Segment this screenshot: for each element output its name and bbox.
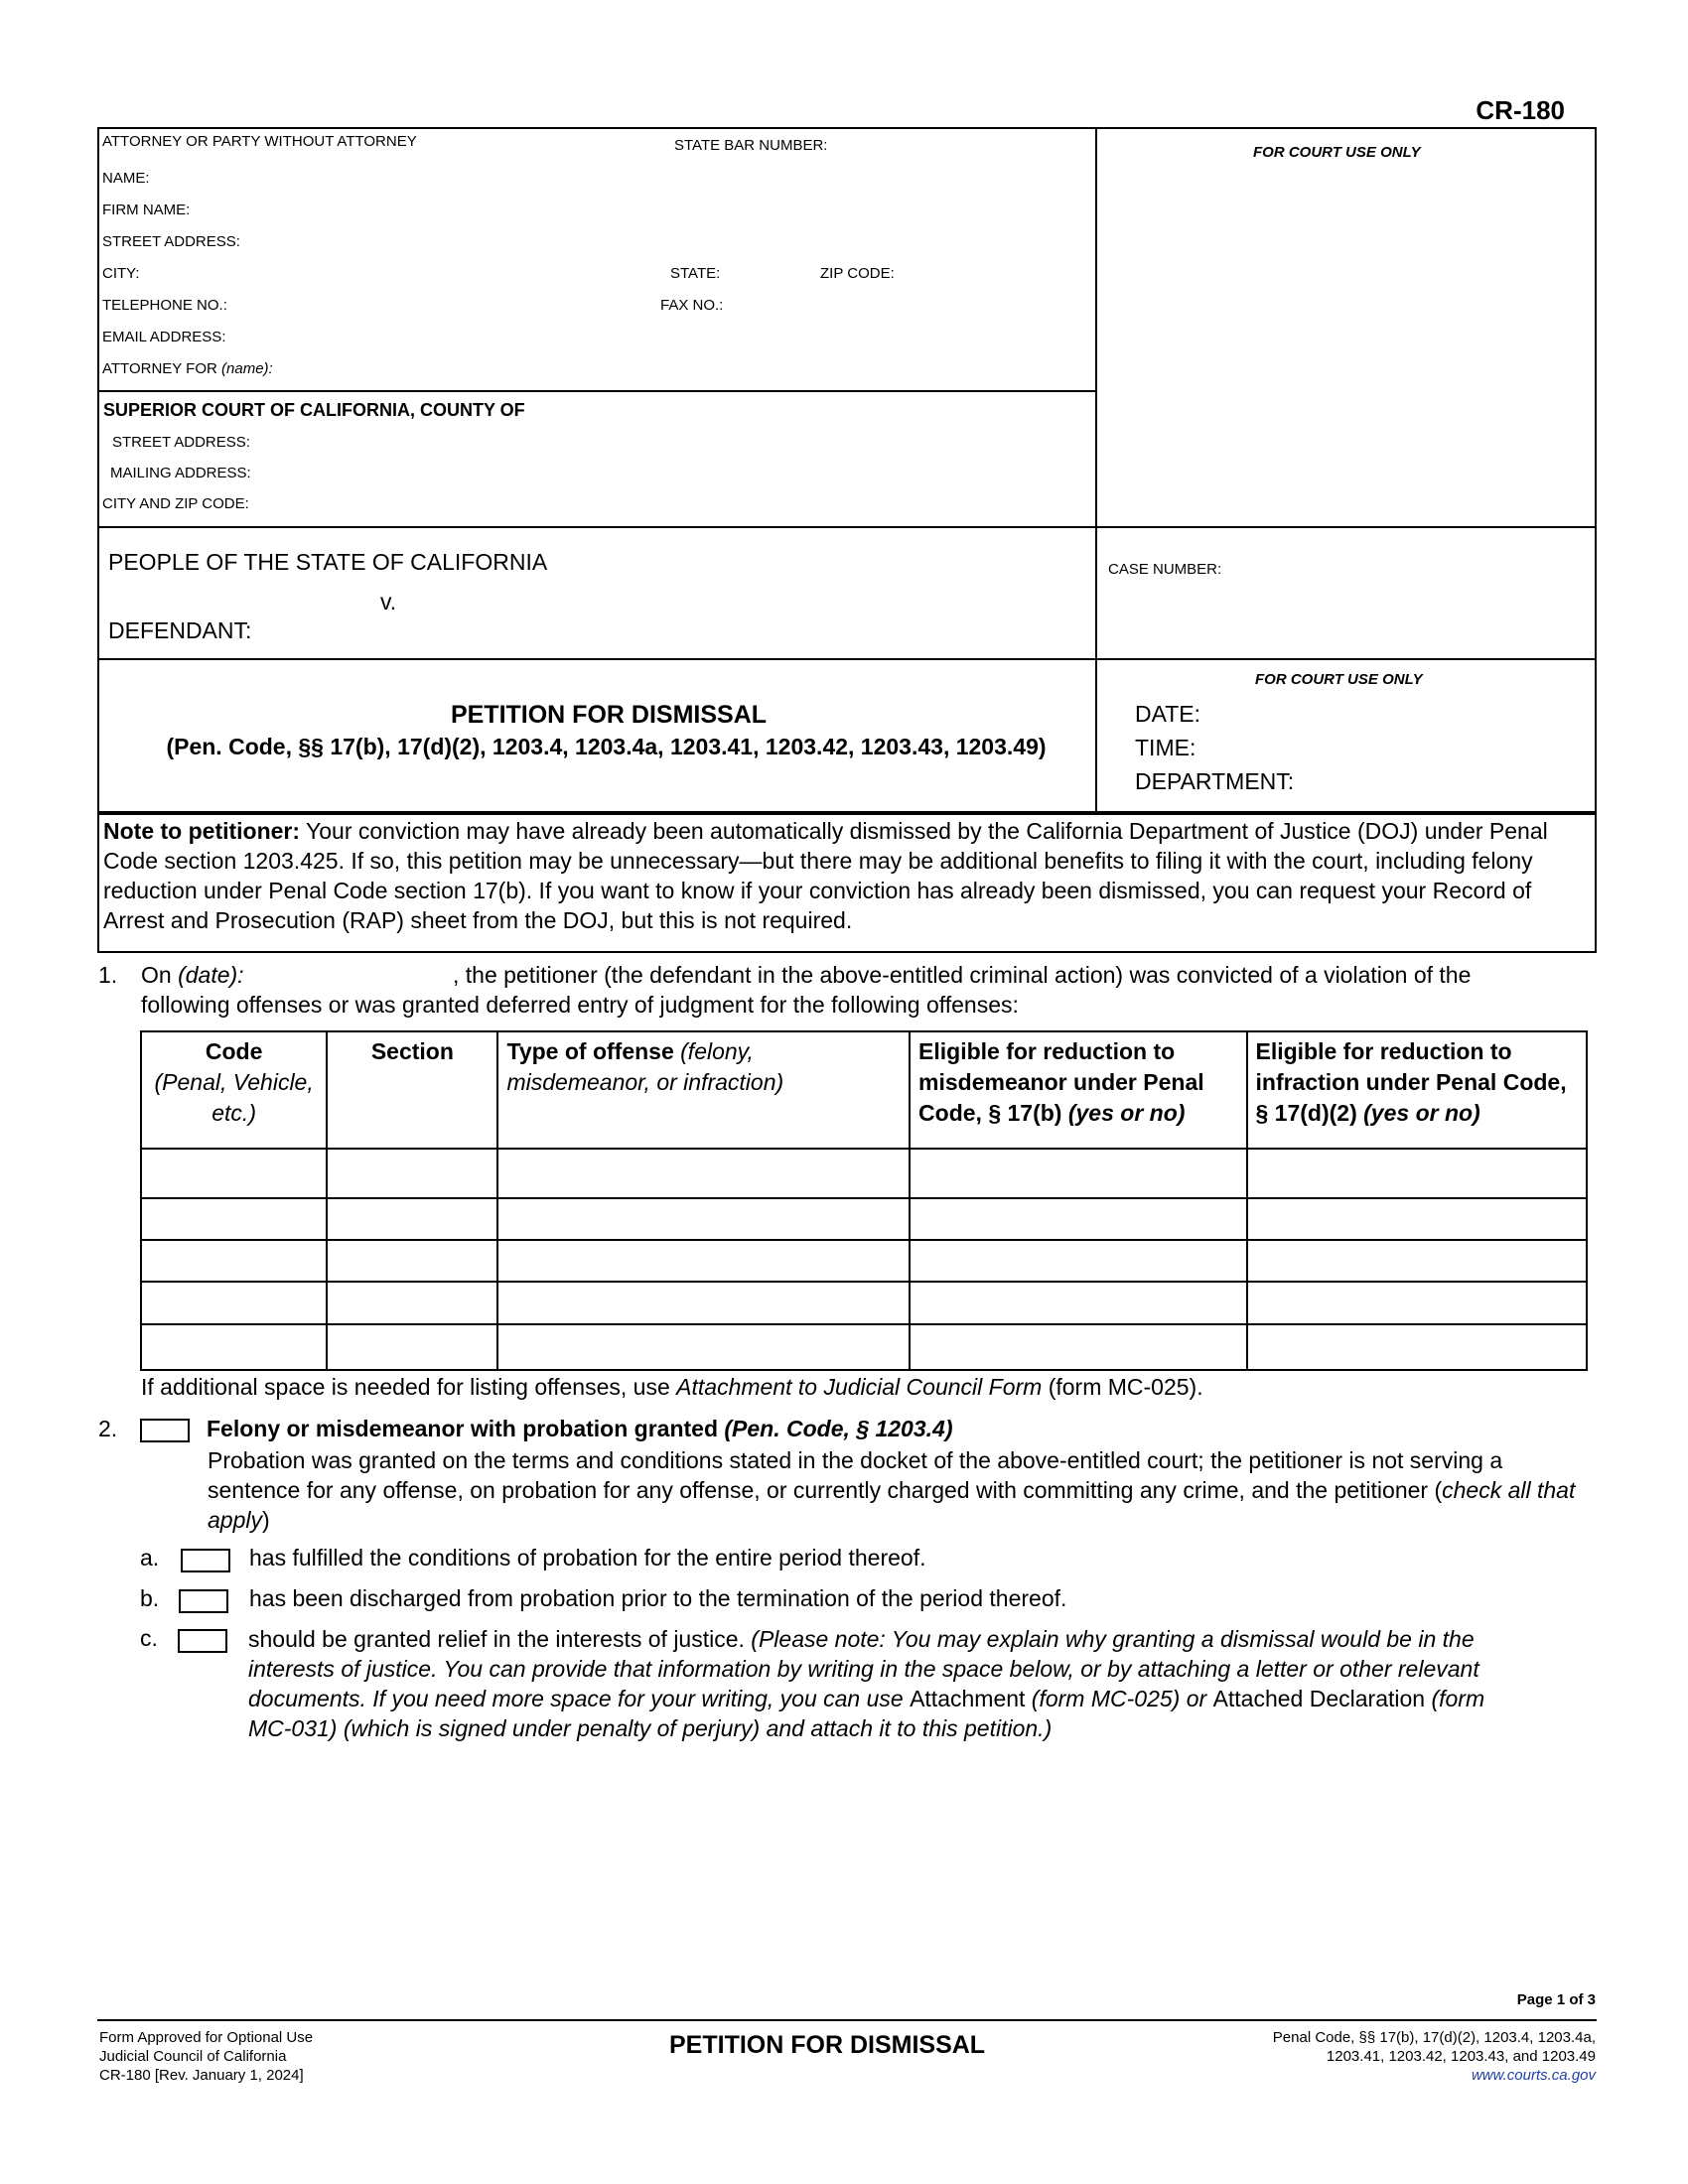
cell-infraction-eligible[interactable] — [1247, 1282, 1588, 1324]
case-number-box — [1095, 526, 1597, 660]
item2a-letter: a. — [140, 1545, 160, 1570]
note-text: Note to petitioner: Your conviction may have already been automatically dismissed by the California Department of Justice (DOJ) under Penal Code section 1203.425. If so, this petition may be unnecessary—but there may be additional benefits to filing it with the court, including felony reduction under Penal Code section 17(b). If you want to know if your conviction has already been dismissed, you can request your Record of Arrest and Prosecution (RAP) sheet from the DOJ, but this is not required. — [103, 818, 1548, 933]
city-label: CITY: — [102, 265, 140, 282]
item1-number: 1. — [98, 962, 118, 988]
cell-section[interactable] — [327, 1149, 497, 1198]
footer-rule — [97, 2019, 1597, 2021]
state-label: STATE: — [670, 265, 721, 282]
defendant-label: DEFENDANT: — [108, 617, 252, 643]
cell-infraction-eligible[interactable] — [1247, 1324, 1588, 1370]
court-use-box — [1095, 127, 1597, 528]
footer-approved: Form Approved for Optional Use — [99, 2029, 314, 2046]
cell-code[interactable] — [141, 1198, 327, 1240]
attorney-party-label: ATTORNEY OR PARTY WITHOUT ATTORNEY — [102, 133, 417, 150]
cell-code[interactable] — [141, 1282, 327, 1324]
footer-citation-1: Penal Code, §§ 17(b), 17(d)(2), 1203.4, 1203.4a, — [1272, 2029, 1596, 2046]
cell-misdemeanor-eligible[interactable] — [910, 1324, 1246, 1370]
cell-misdemeanor-eligible[interactable] — [910, 1149, 1246, 1198]
cell-code[interactable] — [141, 1149, 327, 1198]
header-section: Section — [327, 1031, 497, 1149]
cell-code[interactable] — [141, 1324, 327, 1370]
versus-label: v. — [380, 589, 397, 614]
cell-section[interactable] — [327, 1240, 497, 1282]
header-infraction-eligible: Eligible for reduction to infraction under Penal Code, § 17(d)(2) (yes or no) — [1247, 1031, 1588, 1149]
table-row — [141, 1282, 1587, 1324]
email-label: EMAIL ADDRESS: — [102, 329, 226, 345]
zip-code-label: ZIP CODE: — [820, 265, 895, 282]
cell-infraction-eligible[interactable] — [1247, 1149, 1588, 1198]
court-mailing-label: MAILING ADDRESS: — [110, 465, 251, 481]
cell-section[interactable] — [327, 1282, 497, 1324]
cell-infraction-eligible[interactable] — [1247, 1198, 1588, 1240]
hearing-time-label: TIME: — [1135, 735, 1196, 760]
item2-checkbox[interactable] — [140, 1419, 190, 1442]
form-title: PETITION FOR DISMISSAL — [450, 701, 768, 729]
cell-offense-type[interactable] — [497, 1149, 910, 1198]
item2c-letter: c. — [140, 1625, 158, 1651]
footer-council: Judicial Council of California — [99, 2048, 287, 2065]
item2b-text: has been discharged from probation prior to the termination of the period thereof. — [249, 1585, 1067, 1611]
court-title: SUPERIOR COURT OF CALIFORNIA, COUNTY OF — [103, 400, 525, 420]
item2-body: Probation was granted on the terms and conditions stated in the docket of the above-entitled court; the petitioner is not serving a sentence for any offense, on probation for any offense, or currently charged with committing any crime, and the petitioner (check all that apply) — [208, 1447, 1576, 1533]
item2a-checkbox[interactable] — [181, 1549, 230, 1572]
court-use-label-2: FOR COURT USE ONLY — [1255, 671, 1423, 688]
table-row — [141, 1198, 1587, 1240]
street-address-label: STREET ADDRESS: — [102, 233, 240, 250]
additional-space-note: If additional space is needed for listing offenses, use Attachment to Judicial Council Form (form MC-025). — [141, 1374, 1203, 1400]
cell-misdemeanor-eligible[interactable] — [910, 1198, 1246, 1240]
header-misdemeanor-eligible: Eligible for reduction to misdemeanor under Penal Code, § 17(b) (yes or no) — [910, 1031, 1246, 1149]
cell-infraction-eligible[interactable] — [1247, 1240, 1588, 1282]
header-code: Code (Penal, Vehicle, etc.) — [141, 1031, 327, 1149]
hearing-department-label: DEPARTMENT: — [1135, 768, 1295, 794]
cell-misdemeanor-eligible[interactable] — [910, 1282, 1246, 1324]
cell-misdemeanor-eligible[interactable] — [910, 1240, 1246, 1282]
item1-text-line2: following offenses or was granted deferred entry of judgment for the following offenses: — [141, 992, 1019, 1018]
hearing-date-label: DATE: — [1135, 701, 1201, 727]
form-number: CR-180 — [1476, 95, 1565, 125]
item2b-letter: b. — [140, 1585, 160, 1611]
item2a-text: has fulfilled the conditions of probation for the entire period thereof. — [249, 1545, 926, 1570]
courts-link[interactable]: www.courts.ca.gov — [1471, 2067, 1596, 2084]
item2c-checkbox[interactable] — [178, 1629, 227, 1653]
table-row — [141, 1149, 1587, 1198]
cell-offense-type[interactable] — [497, 1198, 910, 1240]
case-number-label: CASE NUMBER: — [1108, 561, 1222, 578]
item1-on-label: On (date): — [141, 962, 244, 988]
state-bar-label: STATE BAR NUMBER: — [674, 137, 828, 154]
footer-revision: CR-180 [Rev. January 1, 2024] — [99, 2067, 304, 2084]
attorney-for-label: ATTORNEY FOR (name): — [102, 360, 273, 377]
attorney-box — [97, 127, 1097, 392]
court-city-zip-label: CITY AND ZIP CODE: — [102, 495, 249, 512]
form-subtitle: (Pen. Code, §§ 17(b), 17(d)(2), 1203.4, 1203.4a, 1203.41, 1203.42, 1203.43, 1203.49) — [166, 734, 1047, 759]
cell-offense-type[interactable] — [497, 1282, 910, 1324]
cell-offense-type[interactable] — [497, 1324, 910, 1370]
footer-title: PETITION FOR DISMISSAL — [669, 2031, 986, 2059]
item1-text-line1: , the petitioner (the defendant in the above-entitled criminal action) was convicted of a violation of the — [453, 962, 1472, 988]
page-number: Page 1 of 3 — [1516, 1991, 1596, 2008]
fax-label: FAX NO.: — [660, 297, 724, 314]
offenses-table — [140, 1030, 1588, 1371]
item2c-text: should be granted relief in the interests of justice. (Please note: You may explain why granting a dismissal would be in the interests of justice. You can provide that information by writing in the space below, or by attaching a letter or other relevant documents. If you need more space for your writing, you can use Attachment (form MC-025) or Attached Declaration (form MC-031) (which is signed under penalty of perjury) and attach it to this petition.) — [248, 1626, 1485, 1741]
item2-title: Felony or misdemeanor with probation granted (Pen. Code, § 1203.4) — [207, 1416, 953, 1441]
cell-code[interactable] — [141, 1240, 327, 1282]
item2b-checkbox[interactable] — [179, 1589, 228, 1613]
footer-citation-2: 1203.41, 1203.42, 1203.43, and 1203.49 — [1326, 2048, 1596, 2065]
header-offense-type: Type of offense (felony, misdemeanor, or infraction) — [497, 1031, 910, 1149]
firm-name-label: FIRM NAME: — [102, 202, 191, 218]
people-label: PEOPLE OF THE STATE OF CALIFORNIA — [108, 549, 548, 575]
item2-number: 2. — [98, 1416, 118, 1441]
cell-offense-type[interactable] — [497, 1240, 910, 1282]
table-row — [141, 1240, 1587, 1282]
court-street-label: STREET ADDRESS: — [112, 434, 250, 451]
telephone-label: TELEPHONE NO.: — [102, 297, 227, 314]
table-row — [141, 1324, 1587, 1370]
court-use-label: FOR COURT USE ONLY — [1253, 144, 1421, 161]
name-label: NAME: — [102, 170, 150, 187]
cell-section[interactable] — [327, 1324, 497, 1370]
cell-section[interactable] — [327, 1198, 497, 1240]
